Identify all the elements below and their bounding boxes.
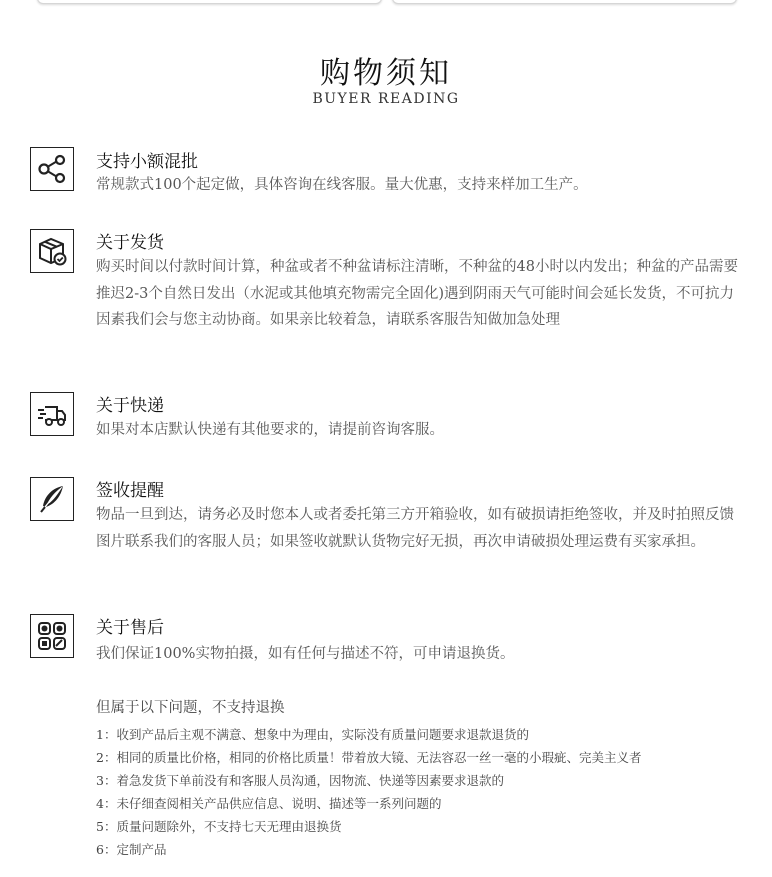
share-icon bbox=[30, 147, 74, 191]
section-body: 我们保证100%实物拍摄，如有任何与描述不符，可申请退换货。 bbox=[96, 646, 515, 662]
section-body: 常规款式100个起定做，具体咨询在线客服。量大优惠，支持来样加工生产。 bbox=[96, 177, 588, 193]
policy-heading: 但属于以下问题，不支持退换 bbox=[96, 700, 285, 716]
feather-icon bbox=[30, 477, 74, 521]
section-title: 支持小额混批 bbox=[96, 152, 198, 172]
list-item: 3：着急发货下单前没有和客服人员沟通，因物流、快递等因素要求退款的 bbox=[96, 773, 504, 788]
section-body: 如果对本店默认快递有其他要求的，请提前咨询客服。 bbox=[96, 422, 444, 438]
list-item: 2：相同的质量比价格，相同的价格比质量！带着放大镜、无法容忍一丝一毫的小瑕疵、完美主义者 bbox=[96, 750, 642, 765]
package-check-icon bbox=[30, 229, 74, 273]
delivery-truck-icon bbox=[30, 392, 74, 436]
list-item: 5：质量问题除外，不支持七天无理由退换货 bbox=[96, 819, 342, 834]
section-title: 签收提醒 bbox=[96, 481, 164, 501]
section-body: 物品一旦到达，请务必及时您本人或者委托第三方开箱验收，如有破损请拒绝签收，并及时拍照反馈图片联系我们的客服人员；如果签收就默认货物完好无损，再次申请破损处理运费有买家承担。 bbox=[96, 507, 734, 550]
list-item: 4：未仔细查阅相关产品供应信息、说明、描述等一系列问题的 bbox=[96, 796, 442, 811]
return-policy-list bbox=[96, 695, 756, 861]
top-card-right bbox=[392, 0, 737, 4]
after-sales-icon bbox=[30, 614, 74, 658]
section-title: 关于售后 bbox=[96, 618, 164, 638]
list-item: 1：收到产品后主观不满意、想象中为理由，实际没有质量问题要求退款退货的 bbox=[96, 727, 529, 742]
page-title: 购物须知 bbox=[320, 56, 452, 91]
list-item: 6：定制产品 bbox=[96, 842, 167, 857]
section-body: 购买时间以付款时间计算，种盆或者不种盆请标注清晰，不种盆的48小时以内发出；种盆的产品需要推迟2-3个自然日发出（水泥或其他填充物需完全固化)遇到阴雨天气可能时间会延长发货，不可抗力因素我们会与您主动协商。如果亲比较着急，请联系客服告知做加急处理 bbox=[96, 259, 738, 328]
top-card-left bbox=[37, 0, 382, 4]
section-title: 关于发货 bbox=[96, 233, 164, 253]
page-subtitle: BUYER READING bbox=[312, 91, 460, 107]
section-title: 关于快递 bbox=[96, 396, 164, 416]
